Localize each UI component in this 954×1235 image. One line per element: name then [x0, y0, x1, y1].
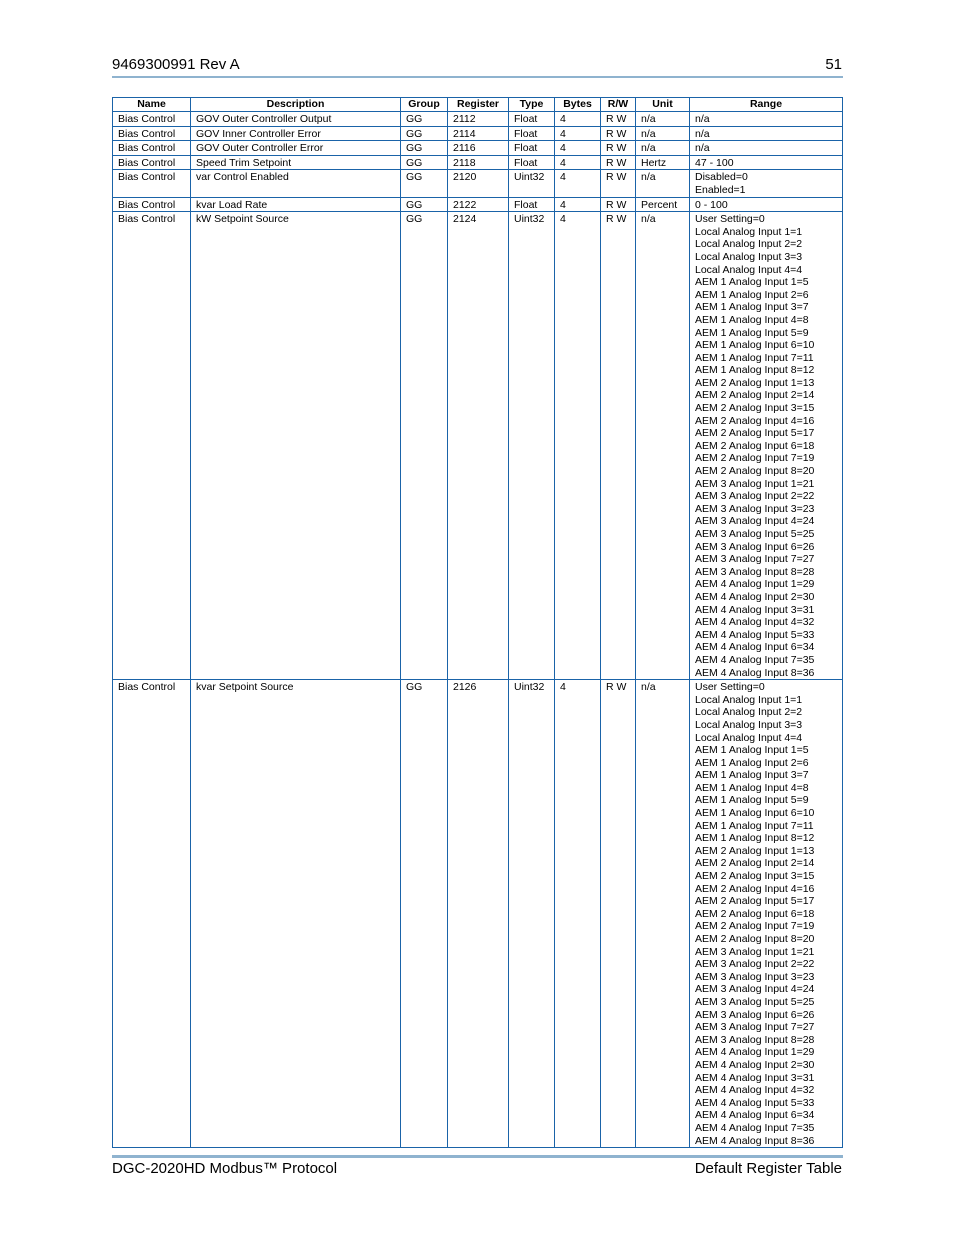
cell-unit: n/a — [636, 141, 690, 156]
cell-register: 2122 — [448, 197, 509, 212]
cell-type: Float — [509, 112, 555, 127]
range-value: AEM 3 Analog Input 6=26 — [695, 540, 815, 553]
page-number: 51 — [825, 56, 842, 73]
range-value: 47 - 100 — [695, 156, 734, 169]
range-value: AEM 4 Analog Input 8=36 — [695, 1134, 815, 1147]
cell-register: 2116 — [448, 141, 509, 156]
range-value: AEM 4 Analog Input 1=29 — [695, 578, 815, 591]
cell-name: Bias Control — [113, 155, 191, 170]
cell-description: var Control Enabled — [191, 170, 401, 197]
cell-name: Bias Control — [113, 170, 191, 197]
range-value: AEM 1 Analog Input 7=11 — [695, 351, 814, 364]
cell-register: 2118 — [448, 155, 509, 170]
range-value: AEM 4 Analog Input 2=30 — [695, 590, 815, 603]
cell-unit: Hertz — [636, 155, 690, 170]
col-header-unit: Unit — [636, 98, 690, 112]
range-value: AEM 4 Analog Input 4=32 — [695, 616, 815, 629]
range-value: n/a — [695, 127, 710, 140]
range-value: Local Analog Input 3=3 — [695, 250, 803, 263]
cell-range — [690, 126, 843, 141]
range-value: AEM 1 Analog Input 7=11 — [695, 819, 814, 832]
range-value: AEM 3 Analog Input 4=24 — [695, 983, 815, 996]
col-header-register: Register — [448, 98, 509, 112]
cell-group: GG — [401, 155, 448, 170]
range-value: Local Analog Input 1=1 — [695, 693, 803, 706]
cell-group: GG — [401, 141, 448, 156]
cell-range — [690, 212, 843, 680]
cell-register: 2120 — [448, 170, 509, 197]
range-value: AEM 1 Analog Input 5=9 — [695, 794, 809, 807]
cell-description: kvar Load Rate — [191, 197, 401, 212]
range-value: AEM 4 Analog Input 6=34 — [695, 1109, 815, 1122]
range-value: AEM 3 Analog Input 2=22 — [695, 490, 815, 503]
cell-register: 2126 — [448, 680, 509, 1148]
range-value: AEM 3 Analog Input 8=28 — [695, 565, 815, 578]
cell-rw: R W — [601, 141, 636, 156]
cell-bytes: 4 — [555, 212, 601, 680]
header-rule — [112, 76, 843, 78]
cell-unit: n/a — [636, 126, 690, 141]
cell-type: Uint32 — [509, 212, 555, 680]
page-header — [112, 56, 842, 76]
range-value: Local Analog Input 2=2 — [695, 238, 803, 251]
register-table — [112, 97, 843, 1148]
range-value: AEM 1 Analog Input 4=8 — [695, 781, 809, 794]
range-value: AEM 2 Analog Input 1=13 — [695, 844, 815, 857]
cell-rw: R W — [601, 112, 636, 127]
range-value: AEM 3 Analog Input 3=23 — [695, 502, 815, 515]
table-row — [113, 212, 843, 680]
range-value: AEM 2 Analog Input 7=19 — [695, 452, 815, 465]
col-header-type: Type — [509, 98, 555, 112]
range-value: AEM 1 Analog Input 6=10 — [695, 807, 815, 820]
cell-rw: R W — [601, 170, 636, 197]
range-value: Local Analog Input 1=1 — [695, 225, 803, 238]
range-value: AEM 1 Analog Input 2=6 — [695, 288, 809, 301]
doc-number: 9469300991 Rev A — [112, 56, 240, 73]
range-value: AEM 2 Analog Input 2=14 — [695, 857, 815, 870]
col-header-group: Group — [401, 98, 448, 112]
table-row — [113, 126, 843, 141]
cell-name: Bias Control — [113, 141, 191, 156]
cell-range — [690, 141, 843, 156]
table-body — [113, 112, 843, 1148]
cell-group: GG — [401, 170, 448, 197]
cell-bytes: 4 — [555, 155, 601, 170]
range-value: AEM 4 Analog Input 7=35 — [695, 653, 815, 666]
footer-rule — [112, 1155, 843, 1158]
table-row — [113, 197, 843, 212]
cell-unit: n/a — [636, 680, 690, 1148]
col-header-rw: R/W — [601, 98, 636, 112]
cell-description: GOV Outer Controller Error — [191, 141, 401, 156]
footer-section: Default Register Table — [694, 1160, 842, 1177]
cell-group: GG — [401, 197, 448, 212]
cell-register: 2112 — [448, 112, 509, 127]
cell-bytes: 4 — [555, 170, 601, 197]
range-value: AEM 2 Analog Input 1=13 — [695, 376, 815, 389]
range-value: AEM 2 Analog Input 2=14 — [695, 389, 815, 402]
range-value: AEM 1 Analog Input 4=8 — [695, 313, 809, 326]
cell-description: GOV Inner Controller Error — [191, 126, 401, 141]
cell-description: kvar Setpoint Source — [191, 680, 401, 1148]
range-value: Local Analog Input 2=2 — [695, 706, 803, 719]
range-value: 0 - 100 — [695, 198, 728, 211]
cell-range — [690, 170, 843, 197]
cell-name: Bias Control — [113, 680, 191, 1148]
cell-type: Float — [509, 155, 555, 170]
range-value: AEM 4 Analog Input 1=29 — [695, 1046, 815, 1059]
range-value: AEM 3 Analog Input 4=24 — [695, 515, 815, 528]
table-row — [113, 680, 843, 1148]
range-value: AEM 3 Analog Input 2=22 — [695, 958, 815, 971]
cell-rw: R W — [601, 212, 636, 680]
range-value: AEM 4 Analog Input 4=32 — [695, 1084, 815, 1097]
cell-rw: R W — [601, 197, 636, 212]
range-value: n/a — [695, 142, 710, 155]
range-value: AEM 3 Analog Input 1=21 — [695, 945, 815, 958]
col-header-range: Range — [690, 98, 843, 112]
range-value: Local Analog Input 4=4 — [695, 731, 803, 744]
range-value: AEM 2 Analog Input 4=16 — [695, 414, 815, 427]
cell-bytes: 4 — [555, 141, 601, 156]
range-value: AEM 3 Analog Input 5=25 — [695, 528, 815, 540]
range-value: AEM 4 Analog Input 3=31 — [695, 603, 815, 616]
range-value: AEM 2 Analog Input 6=18 — [695, 439, 815, 452]
table-row — [113, 155, 843, 170]
range-value: AEM 4 Analog Input 8=36 — [695, 666, 815, 679]
range-value: AEM 4 Analog Input 2=30 — [695, 1058, 815, 1071]
range-value: AEM 1 Analog Input 6=10 — [695, 339, 815, 352]
range-value: AEM 3 Analog Input 8=28 — [695, 1033, 815, 1046]
cell-range — [690, 197, 843, 212]
cell-unit: n/a — [636, 212, 690, 680]
table-row — [113, 112, 843, 127]
cell-name: Bias Control — [113, 212, 191, 680]
range-value: AEM 1 Analog Input 1=5 — [695, 276, 809, 289]
cell-type: Uint32 — [509, 680, 555, 1148]
range-value: AEM 1 Analog Input 3=7 — [695, 301, 809, 314]
range-value: AEM 4 Analog Input 5=33 — [695, 1096, 815, 1109]
cell-type: Float — [509, 141, 555, 156]
range-value: User Setting=0 — [695, 213, 765, 226]
range-value: AEM 3 Analog Input 6=26 — [695, 1008, 815, 1021]
range-value: AEM 4 Analog Input 7=35 — [695, 1121, 815, 1134]
range-value: AEM 2 Analog Input 3=15 — [695, 870, 815, 883]
range-value: AEM 2 Analog Input 7=19 — [695, 920, 815, 933]
range-value: AEM 2 Analog Input 8=20 — [695, 465, 815, 478]
range-value: n/a — [695, 113, 710, 125]
cell-bytes: 4 — [555, 197, 601, 212]
range-value: AEM 3 Analog Input 7=27 — [695, 553, 815, 566]
cell-group: GG — [401, 126, 448, 141]
cell-description: Speed Trim Setpoint — [191, 155, 401, 170]
range-value: AEM 3 Analog Input 5=25 — [695, 995, 815, 1008]
range-value: User Setting=0 — [695, 681, 765, 694]
cell-range — [690, 112, 843, 127]
table-row — [113, 170, 843, 197]
col-header-description: Description — [191, 98, 401, 112]
range-value: AEM 1 Analog Input 8=12 — [695, 364, 815, 377]
range-value: AEM 4 Analog Input 6=34 — [695, 641, 815, 654]
cell-rw: R W — [601, 126, 636, 141]
table-row — [113, 141, 843, 156]
range-value: Local Analog Input 4=4 — [695, 263, 803, 276]
range-value: AEM 2 Analog Input 6=18 — [695, 907, 815, 920]
cell-unit: n/a — [636, 112, 690, 127]
cell-bytes: 4 — [555, 126, 601, 141]
range-value: Disabled=0 — [695, 171, 748, 184]
col-header-bytes: Bytes — [555, 98, 601, 112]
range-value: AEM 3 Analog Input 7=27 — [695, 1021, 815, 1034]
range-value: AEM 1 Analog Input 1=5 — [695, 744, 809, 757]
cell-bytes: 4 — [555, 680, 601, 1148]
range-value: Local Analog Input 3=3 — [695, 718, 803, 731]
range-value: AEM 4 Analog Input 5=33 — [695, 628, 815, 641]
range-value: Enabled=1 — [695, 183, 746, 196]
cell-group: GG — [401, 680, 448, 1148]
cell-name: Bias Control — [113, 126, 191, 141]
range-value: AEM 2 Analog Input 3=15 — [695, 402, 815, 415]
cell-rw: R W — [601, 155, 636, 170]
cell-type: Float — [509, 197, 555, 212]
cell-description: kW Setpoint Source — [191, 212, 401, 680]
cell-register: 2124 — [448, 212, 509, 680]
range-value: AEM 2 Analog Input 4=16 — [695, 882, 815, 895]
cell-name: Bias Control — [113, 112, 191, 127]
cell-group: GG — [401, 112, 448, 127]
table-header-row — [113, 98, 843, 112]
cell-type: Uint32 — [509, 170, 555, 197]
range-value: AEM 2 Analog Input 8=20 — [695, 933, 815, 945]
range-value: AEM 2 Analog Input 5=17 — [695, 427, 815, 440]
range-value: AEM 3 Analog Input 1=21 — [695, 477, 815, 490]
cell-unit: Percent — [636, 197, 690, 212]
cell-type: Float — [509, 126, 555, 141]
cell-register: 2114 — [448, 126, 509, 141]
cell-bytes: 4 — [555, 112, 601, 127]
range-value: AEM 4 Analog Input 3=31 — [695, 1071, 815, 1084]
cell-description: GOV Outer Controller Output — [191, 112, 401, 127]
cell-range — [690, 680, 843, 1148]
range-value: AEM 1 Analog Input 2=6 — [695, 756, 809, 769]
cell-name: Bias Control — [113, 197, 191, 212]
cell-group: GG — [401, 212, 448, 680]
range-value: AEM 3 Analog Input 3=23 — [695, 970, 815, 983]
range-value: AEM 1 Analog Input 5=9 — [695, 326, 809, 339]
footer-title: DGC-2020HD Modbus™ Protocol — [112, 1160, 338, 1177]
col-header-name: Name — [113, 98, 191, 112]
range-value: AEM 1 Analog Input 8=12 — [695, 832, 815, 845]
range-value: AEM 1 Analog Input 3=7 — [695, 769, 809, 782]
cell-unit: n/a — [636, 170, 690, 197]
cell-range — [690, 155, 843, 170]
range-value: AEM 2 Analog Input 5=17 — [695, 895, 815, 908]
cell-rw: R W — [601, 680, 636, 1148]
